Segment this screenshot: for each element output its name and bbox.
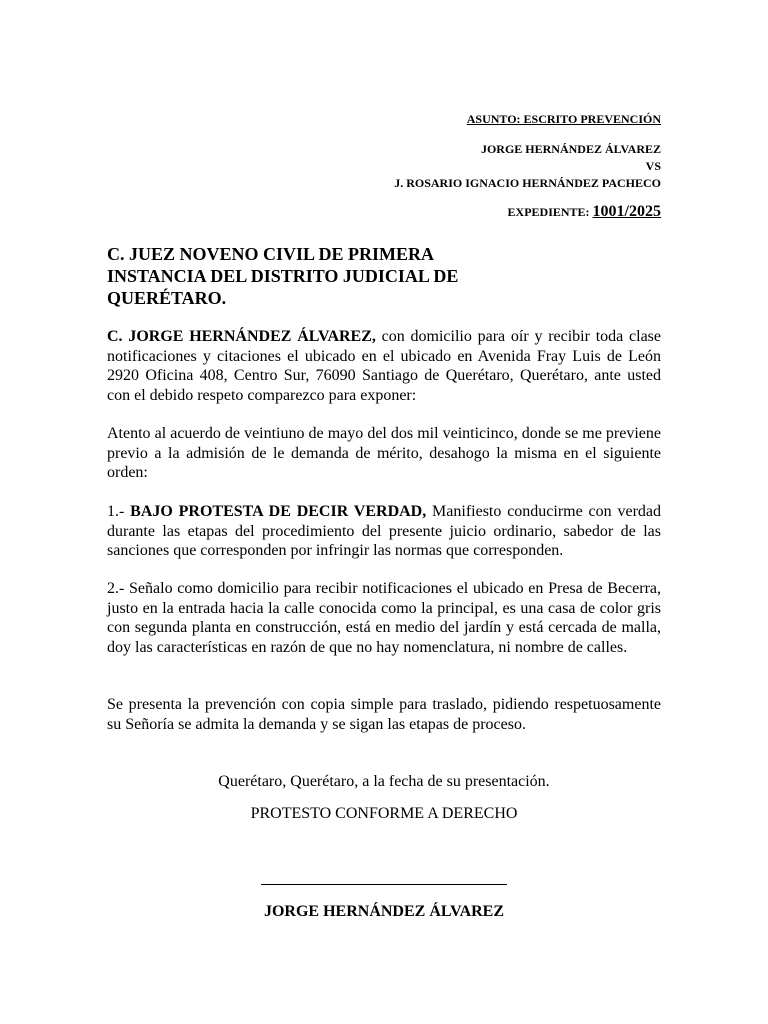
expediente-label: EXPEDIENTE: <box>507 205 593 219</box>
paragraph-point-2: 2.- Señalo como domicilio para recibir notificaciones el ubicado en Presa de Becerra, justo en la entrada hacia la calle conocida como la principal, es una casa de color gris con segunda planta en construcción, está en medio del jardín y está cercada de malla, doy las características en razón de que no hay nomenclatura, ni nombre de calles. <box>107 580 661 656</box>
plaintiff-name: JORGE HERNÁNDEZ ÁLVAREZ <box>480 142 661 156</box>
petitioner-name: C. JORGE HERNÁNDEZ ÁLVAREZ, <box>107 328 376 345</box>
protest-line: PROTESTO CONFORME A DERECHO <box>250 805 518 822</box>
paragraph-point-1 <box>107 502 661 561</box>
protest-statement: BAJO PROTESTA DE DECIR VERDAD, <box>130 503 427 520</box>
paragraph-agreement: Atento al acuerdo de veintiuno de mayo del dos mil veinticinco, donde se me previene previo a la admisión de le demanda de mérito, desahogo la misma en el siguiente orden: <box>107 425 661 481</box>
document-page <box>107 0 661 1024</box>
point-1-text: Manifiesto conducirme con verdad durante las etapas del procedimiento del presente juicio ordinario, sabedor de las sanciones que corresponden por infringir las normas que corresponden. <box>107 503 661 559</box>
point-1-number: 1.- <box>107 503 131 520</box>
place-date-line: Querétaro, Querétaro, a la fecha de su presentación. <box>218 773 550 790</box>
subject-line: ASUNTO: ESCRITO PREVENCIÓN <box>466 112 661 126</box>
addressee-heading: C. JUEZ NOVENO CIVIL DE PRIMERA INSTANCIA DEL DISTRITO JUDICIAL DE QUERÉTARO. <box>107 244 459 308</box>
case-file-number <box>508 203 661 221</box>
versus-label: VS <box>645 159 661 173</box>
expediente-number: 1001/2025 <box>592 203 661 220</box>
paragraph-request: Se presenta la prevención con copia simple para traslado, pidiendo respetuosamente su Señoría se admita la demanda y se sigan las etapas de proceso. <box>107 696 661 733</box>
defendant-name: J. ROSARIO IGNACIO HERNÁNDEZ PACHECO <box>394 176 661 190</box>
paragraph-intro <box>107 327 661 405</box>
signature-line <box>261 884 507 885</box>
paragraph-intro-text: con domicilio para oír y recibir toda clase notificaciones y citaciones el ubicado en el ubicado en Avenida Fray Luis de León 2920 Oficina 408, Centro Sur, 76090 Santiago de Querétaro, Querétaro, ante usted con el debido respeto comparezco para exponer: <box>107 328 662 404</box>
signer-name: JORGE HERNÁNDEZ ÁLVAREZ <box>263 903 505 920</box>
case-parties <box>394 141 661 192</box>
